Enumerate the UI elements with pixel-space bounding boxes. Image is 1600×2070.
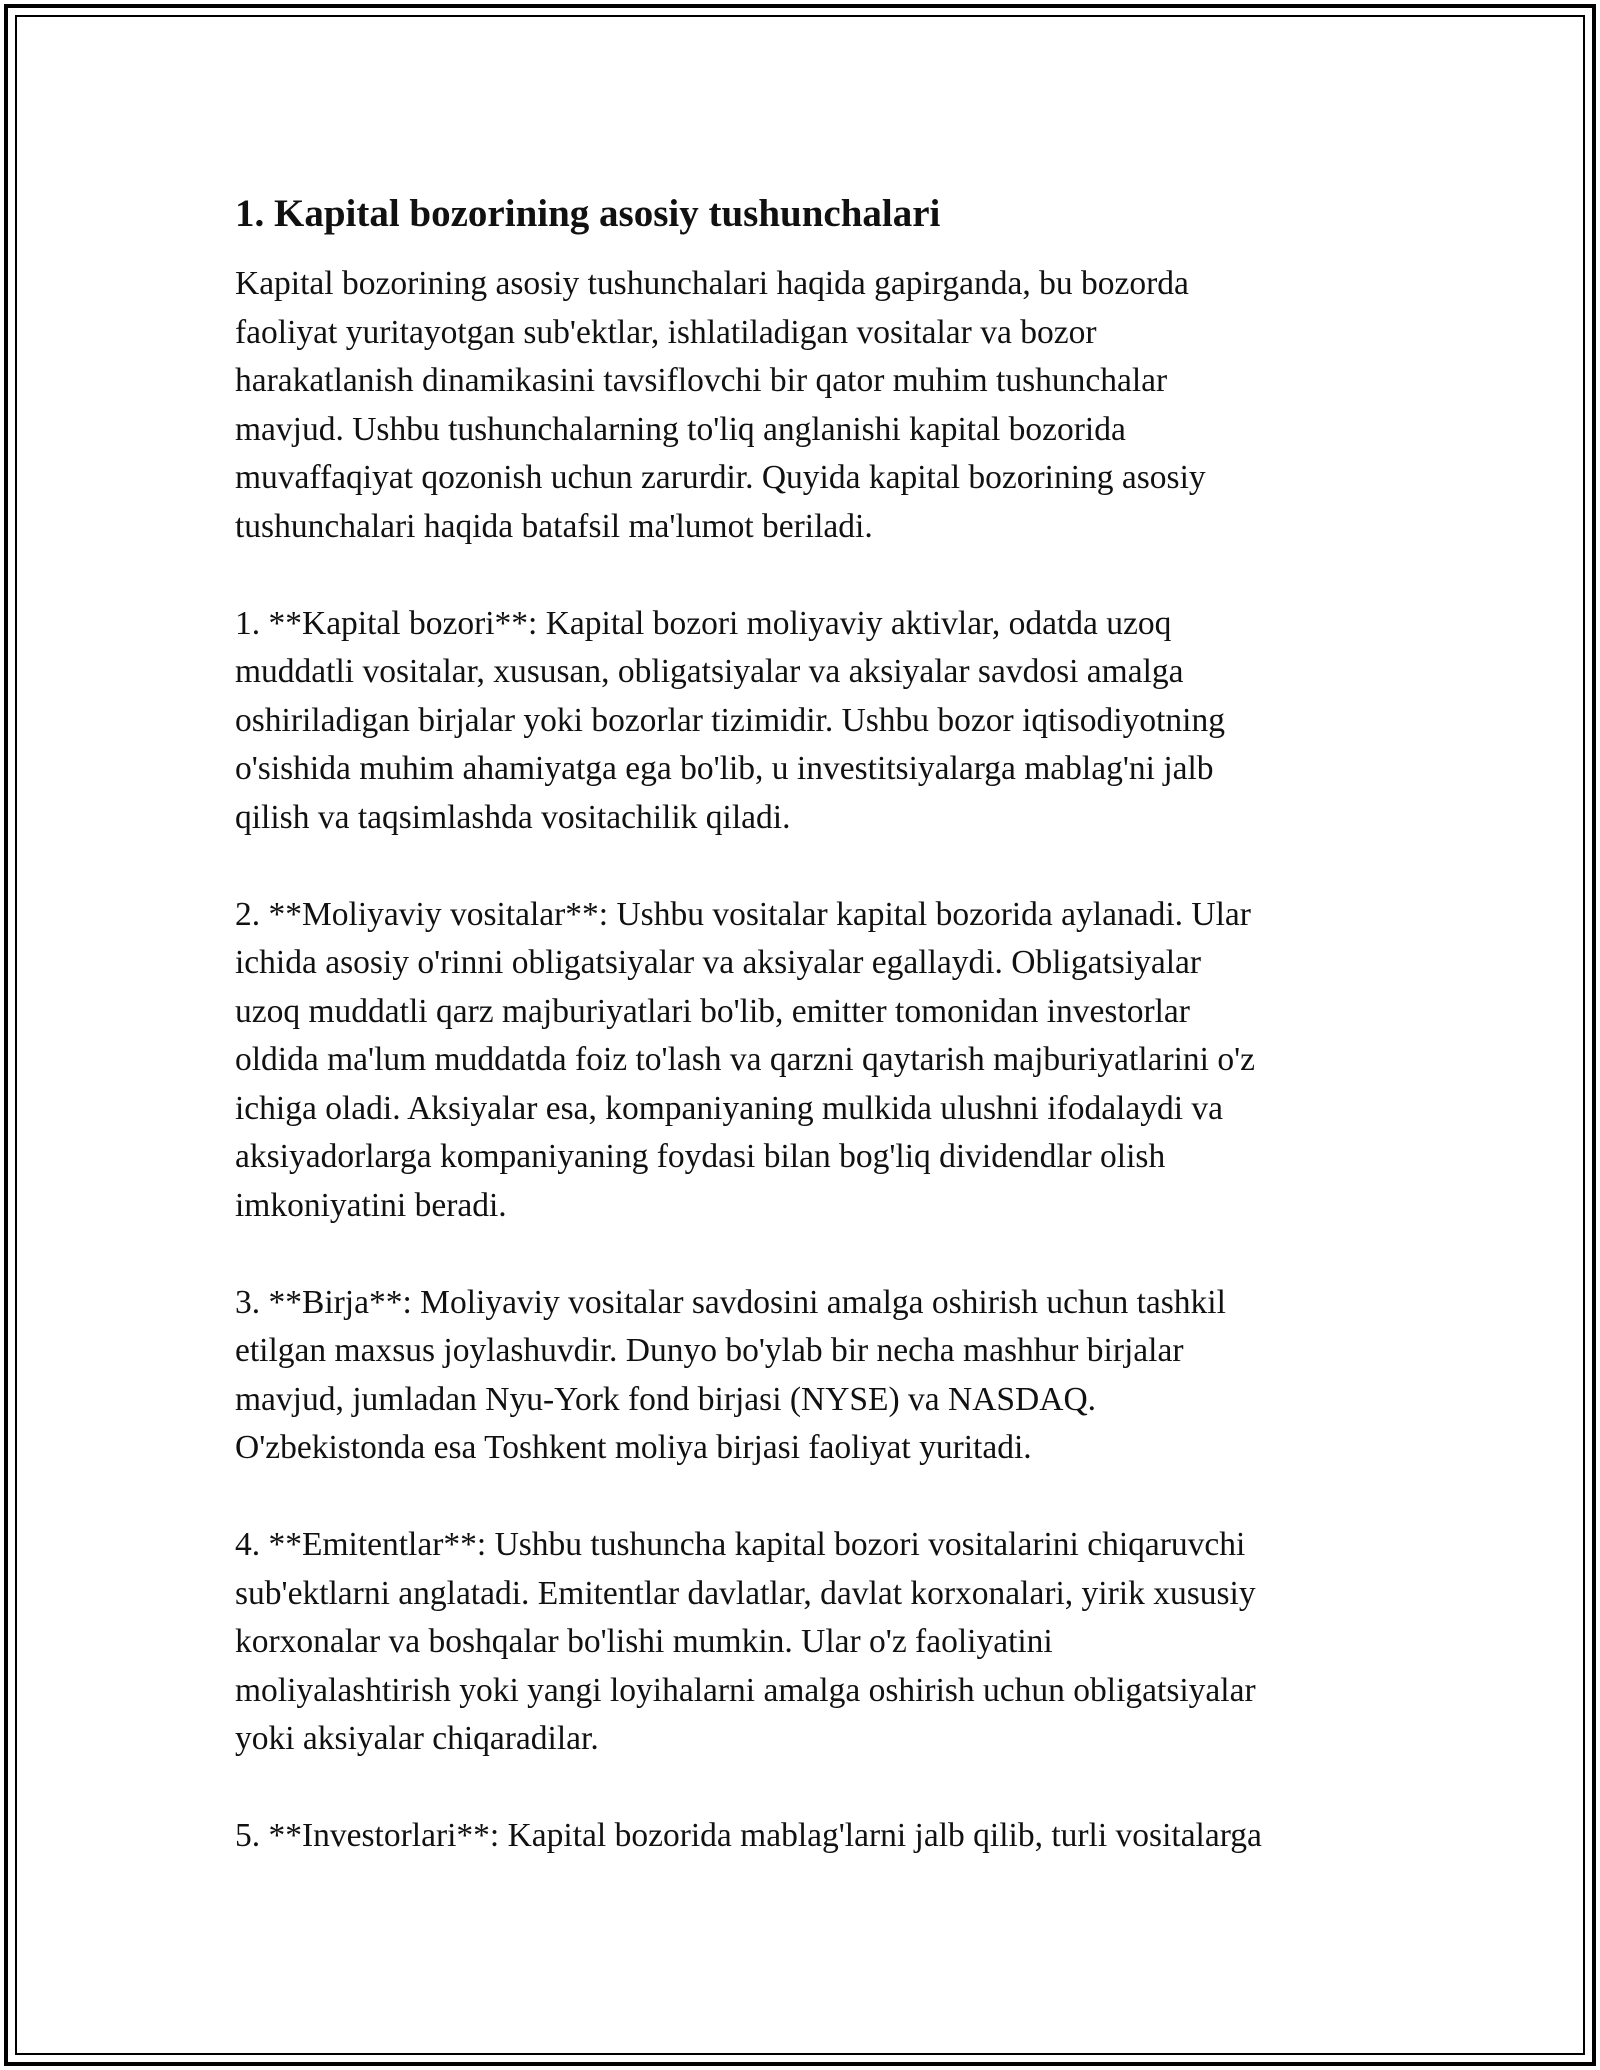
- list-item-kapital-bozori: 1. **Kapital bozori**: Kapital bozori moliyaviy aktivlar, odatda uzoq muddatli vositalar, xususan, obligatsiyalar va aksiyalar savdosi amalga oshiriladigan birjalar yoki bozorlar tizimidir. Ushbu bozor iqtisodiyotning o'sishida muhim ahamiyatga ega bo'lib, u investitsiyalarga mablag'ni jalb qilish va taqsimlashda vositachilik qiladi.: [235, 604, 1225, 836]
- intro-paragraph: Kapital bozorining asosiy tushunchalari haqida gapirganda, bu bozorda faoliyat yuritayotgan sub'ektlar, ishlatiladigan vositalar va bozor harakatlanish dinamikasini tavsiflovchi bir qator muhim tushunchalar mavjud. Ushbu tushunchalarning to'liq anglanishi kapital bozorida muvaffaqiyat qozonish uchun zarurdir. Quyida kapital bozorining asosiy tushunchalari haqida batafsil ma'lumot beriladi.: [235, 265, 1206, 545]
- list-item-birja: 3. **Birja**: Moliyaviy vositalar savdosini amalga oshirish uchun tashkil etilgan maxsus joylashuvdir. Dunyo bo'ylab bir necha mashhur birjalar mavjud, jumladan Nyu-York fond birjasi (NYSE) va NASDAQ. O'zbekistonda esa Toshkent moliya birjasi faoliyat yuritadi.: [235, 1283, 1226, 1466]
- paragraph-gap: [235, 1473, 1385, 1522]
- list-item-moliyaviy-vositalar: 2. **Moliyaviy vositalar**: Ushbu vositalar kapital bozorida aylanadi. Ular ichida asosiy o'rinni obligatsiyalar va aksiyalar egallaydi. Obligatsiyalar uzoq muddatli qarz majburiyatlari bo'lib, emitter tomonidan investorlar oldida ma'lum muddatda foiz to'lash va qarzni qaytarish majburiyatlarini o'z ichiga oladi. Aksiyalar esa, kompaniyaning mulkida ulushni ifodalaydi va aksiyadorlarga kompaniyaning foydasi bilan bog'liq dividendlar olish imkoniyatini beradi.: [235, 895, 1256, 1224]
- paragraph-gap: [235, 551, 1385, 600]
- paragraph-gap: [235, 1764, 1385, 1813]
- list-item-emitentlar: 4. **Emitentlar**: Ushbu tushuncha kapital bozori vositalarini chiqaruvchi sub'ektlarni anglatadi. Emitentlar davlatlar, davlat korxonalari, yirik xususiy korxonalar va boshqalar bo'lishi mumkin. Ular o'z faoliyatini moliyalashtirish yoki yangi loyihalarni amalga oshirish uchun obligatsiyalar yoki aksiyalar chiqaradilar.: [235, 1526, 1256, 1757]
- paragraph-gap: [235, 1230, 1385, 1279]
- list-item-investorlari: 5. **Investorlari**: Kapital bozorida mablag'larni jalb qilib, turli vositalarga: [235, 1817, 1262, 1854]
- paragraph-gap: [235, 842, 1385, 891]
- document-body: [235, 188, 1385, 1861]
- section-heading: 1. Kapital bozorining asosiy tushunchalari: [235, 192, 941, 235]
